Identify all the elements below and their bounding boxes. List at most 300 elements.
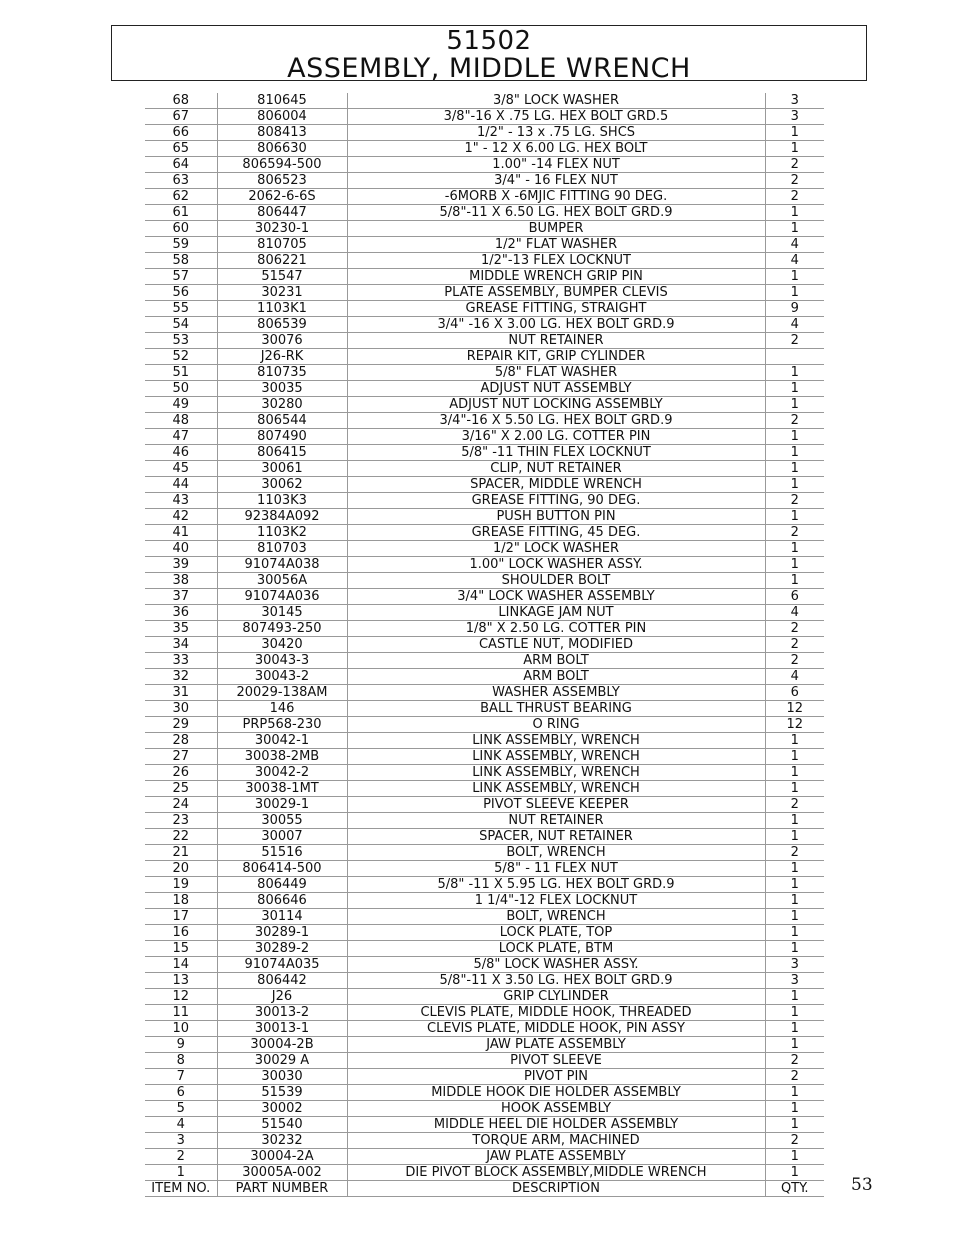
qty-cell: 1 [765,125,824,141]
part-number-cell: 806630 [217,141,347,157]
table-row [145,1133,824,1149]
description-cell: SPACER, MIDDLE WRENCH [347,477,765,493]
item-no-cell: 67 [145,109,217,125]
qty-cell: 1 [765,989,824,1005]
table-row [145,1085,824,1101]
qty-cell: 9 [765,301,824,317]
qty-cell: 4 [765,669,824,685]
qty-cell: 1 [765,365,824,381]
table-row [145,781,824,797]
item-no-cell: 1 [145,1165,217,1181]
qty-cell: 1 [765,749,824,765]
qty-cell: 1 [765,1005,824,1021]
qty-cell: 12 [765,701,824,717]
part-number-cell: 806415 [217,445,347,461]
table-row [145,957,824,973]
qty-cell: 1 [765,221,824,237]
description-cell: 5/8"-11 X 3.50 LG. HEX BOLT GRD.9 [347,973,765,989]
part-number-cell: 806544 [217,413,347,429]
qty-cell: 1 [765,861,824,877]
item-no-cell: 17 [145,909,217,925]
item-no-cell: 66 [145,125,217,141]
table-row [145,1101,824,1117]
table-row [145,285,824,301]
description-cell: 5/8" -11 THIN FLEX LOCKNUT [347,445,765,461]
description-cell: HOOK ASSEMBLY [347,1101,765,1117]
description-cell: 1" - 12 X 6.00 LG. HEX BOLT [347,141,765,157]
part-number-cell: 810645 [217,93,347,109]
column-header-part-number: PART NUMBER [217,1181,347,1197]
qty-cell: 2 [765,621,824,637]
part-number-cell: 30013-2 [217,1005,347,1021]
item-no-cell: 7 [145,1069,217,1085]
item-no-cell: 42 [145,509,217,525]
table-row [145,845,824,861]
description-cell: WASHER ASSEMBLY [347,685,765,701]
qty-cell: 2 [765,845,824,861]
part-number-cell: 30043-2 [217,669,347,685]
part-number-cell: 30007 [217,829,347,845]
description-cell: 1/2" - 13 x .75 LG. SHCS [347,125,765,141]
description-cell: ADJUST NUT ASSEMBLY [347,381,765,397]
item-no-cell: 29 [145,717,217,733]
table-row [145,1149,824,1165]
table-row [145,813,824,829]
part-number-cell: 30076 [217,333,347,349]
item-no-cell: 12 [145,989,217,1005]
qty-cell: 1 [765,1037,824,1053]
table-header-row [145,1181,824,1197]
part-number-cell: 810703 [217,541,347,557]
column-header-description: DESCRIPTION [347,1181,765,1197]
table-row [145,621,824,637]
qty-cell: 1 [765,893,824,909]
description-cell: JAW PLATE ASSEMBLY [347,1037,765,1053]
part-number-cell: 92384A092 [217,509,347,525]
description-cell: PIVOT SLEEVE KEEPER [347,797,765,813]
part-number-cell: 30029-1 [217,797,347,813]
assembly-title: ASSEMBLY, MIDDLE WRENCH [287,53,691,84]
qty-cell: 4 [765,253,824,269]
table-row [145,493,824,509]
qty-cell: 1 [765,877,824,893]
table-row [145,253,824,269]
table-row [145,557,824,573]
table-row [145,717,824,733]
part-number-cell: 30232 [217,1133,347,1149]
description-cell: 3/4" - 16 FLEX NUT [347,173,765,189]
item-no-cell: 10 [145,1021,217,1037]
part-number-cell: 30289-1 [217,925,347,941]
part-number-cell: 30062 [217,477,347,493]
qty-cell: 1 [765,397,824,413]
description-cell: O RING [347,717,765,733]
part-number-cell: 1103K1 [217,301,347,317]
item-no-cell: 55 [145,301,217,317]
item-no-cell: 19 [145,877,217,893]
part-number-cell: 808413 [217,125,347,141]
item-no-cell: 30 [145,701,217,717]
item-no-cell: 47 [145,429,217,445]
qty-cell: 2 [765,797,824,813]
table-row [145,365,824,381]
item-no-cell: 9 [145,1037,217,1053]
description-cell: -6MORB X -6MJIC FITTING 90 DEG. [347,189,765,205]
item-no-cell: 53 [145,333,217,349]
description-cell: REPAIR KIT, GRIP CYLINDER [347,349,765,365]
column-header-qty: QTY. [765,1181,824,1197]
description-cell: PIVOT PIN [347,1069,765,1085]
description-cell: GREASE FITTING, STRAIGHT [347,301,765,317]
part-number-cell: 30030 [217,1069,347,1085]
qty-cell: 12 [765,717,824,733]
table-row [145,877,824,893]
item-no-cell: 26 [145,765,217,781]
description-cell: 5/8" FLAT WASHER [347,365,765,381]
part-number-cell: 30013-1 [217,1021,347,1037]
item-no-cell: 56 [145,285,217,301]
qty-cell: 1 [765,765,824,781]
part-number-cell: 30289-2 [217,941,347,957]
table-row [145,733,824,749]
item-no-cell: 25 [145,781,217,797]
part-number-cell: 30055 [217,813,347,829]
qty-cell: 1 [765,573,824,589]
qty-cell: 2 [765,173,824,189]
description-cell: LOCK PLATE, TOP [347,925,765,941]
item-no-cell: 40 [145,541,217,557]
item-no-cell: 22 [145,829,217,845]
table-row [145,541,824,557]
part-number-cell: 30038-1MT [217,781,347,797]
item-no-cell: 58 [145,253,217,269]
item-no-cell: 35 [145,621,217,637]
description-cell: CASTLE NUT, MODIFIED [347,637,765,653]
part-number-cell: 806442 [217,973,347,989]
table-row [145,749,824,765]
item-no-cell: 23 [145,813,217,829]
item-no-cell: 2 [145,1149,217,1165]
description-cell: 3/4"-16 X 5.50 LG. HEX BOLT GRD.9 [347,413,765,429]
table-row [145,317,824,333]
part-number-cell: 30035 [217,381,347,397]
qty-cell: 1 [765,509,824,525]
item-no-cell: 32 [145,669,217,685]
item-no-cell: 50 [145,381,217,397]
page-number: 53 [851,1175,873,1195]
part-number-cell: 146 [217,701,347,717]
part-number-cell: 30280 [217,397,347,413]
description-cell: SPACER, NUT RETAINER [347,829,765,845]
part-number-cell: PRP568-230 [217,717,347,733]
description-cell: 1/2"-13 FLEX LOCKNUT [347,253,765,269]
description-cell: 1/2" FLAT WASHER [347,237,765,253]
table-row [145,525,824,541]
table-row [145,925,824,941]
description-cell: 3/8" LOCK WASHER [347,93,765,109]
qty-cell: 3 [765,973,824,989]
qty-cell: 1 [765,285,824,301]
description-cell: 1/8" X 2.50 LG. COTTER PIN [347,621,765,637]
part-number-cell: 30230-1 [217,221,347,237]
item-no-cell: 57 [145,269,217,285]
part-number-cell: 30056A [217,573,347,589]
part-number-cell: 51539 [217,1085,347,1101]
part-number-cell: 91074A035 [217,957,347,973]
description-cell: PLATE ASSEMBLY, BUMPER CLEVIS [347,285,765,301]
item-no-cell: 52 [145,349,217,365]
item-no-cell: 49 [145,397,217,413]
part-number-cell: 30420 [217,637,347,653]
part-number-cell: 806539 [217,317,347,333]
part-number-cell: 91074A038 [217,557,347,573]
table-row [145,653,824,669]
description-cell: NUT RETAINER [347,813,765,829]
table-row [145,93,824,109]
qty-cell: 2 [765,493,824,509]
table-row [145,909,824,925]
table-row [145,397,824,413]
description-cell: BOLT, WRENCH [347,845,765,861]
description-cell: PIVOT SLEEVE [347,1053,765,1069]
description-cell: GREASE FITTING, 90 DEG. [347,493,765,509]
item-no-cell: 5 [145,1101,217,1117]
part-number-cell: 30038-2MB [217,749,347,765]
table-row [145,509,824,525]
part-number-cell: 51540 [217,1117,347,1133]
table-row [145,1165,824,1181]
part-number-cell: 30114 [217,909,347,925]
table-row [145,237,824,253]
qty-cell: 2 [765,525,824,541]
column-header-item-no: ITEM NO. [145,1181,217,1197]
table-row [145,349,824,365]
item-no-cell: 54 [145,317,217,333]
item-no-cell: 24 [145,797,217,813]
part-number-cell: 810705 [217,237,347,253]
item-no-cell: 61 [145,205,217,221]
item-no-cell: 16 [145,925,217,941]
item-no-cell: 43 [145,493,217,509]
item-no-cell: 45 [145,461,217,477]
table-row [145,125,824,141]
part-number-cell: 806646 [217,893,347,909]
description-cell: SHOULDER BOLT [347,573,765,589]
part-number-cell: 806004 [217,109,347,125]
table-row [145,445,824,461]
table-row [145,205,824,221]
item-no-cell: 8 [145,1053,217,1069]
part-number-cell: 807493-250 [217,621,347,637]
qty-cell: 1 [765,1165,824,1181]
item-no-cell: 62 [145,189,217,205]
part-number-cell: 30145 [217,605,347,621]
table-row [145,669,824,685]
table-row [145,333,824,349]
part-number-cell: 806449 [217,877,347,893]
table-row [145,941,824,957]
qty-cell: 2 [765,157,824,173]
description-cell: CLIP, NUT RETAINER [347,461,765,477]
description-cell: LINK ASSEMBLY, WRENCH [347,765,765,781]
qty-cell: 1 [765,381,824,397]
item-no-cell: 20 [145,861,217,877]
qty-cell: 3 [765,93,824,109]
qty-cell: 1 [765,1021,824,1037]
item-no-cell: 46 [145,445,217,461]
item-no-cell: 27 [145,749,217,765]
description-cell: LINK ASSEMBLY, WRENCH [347,733,765,749]
qty-cell: 1 [765,429,824,445]
qty-cell: 1 [765,925,824,941]
table-row [145,221,824,237]
item-no-cell: 37 [145,589,217,605]
description-cell: 1.00" -14 FLEX NUT [347,157,765,173]
item-no-cell: 28 [145,733,217,749]
description-cell: BUMPER [347,221,765,237]
table-row [145,477,824,493]
description-cell: 5/8" LOCK WASHER ASSY. [347,957,765,973]
table-row [145,589,824,605]
item-no-cell: 34 [145,637,217,653]
item-no-cell: 4 [145,1117,217,1133]
qty-cell: 2 [765,189,824,205]
table-row [145,1069,824,1085]
qty-cell: 1 [765,1085,824,1101]
description-cell: GREASE FITTING, 45 DEG. [347,525,765,541]
qty-cell: 3 [765,109,824,125]
item-no-cell: 44 [145,477,217,493]
description-cell: MIDDLE HEEL DIE HOLDER ASSEMBLY [347,1117,765,1133]
table-row [145,1053,824,1069]
item-no-cell: 21 [145,845,217,861]
item-no-cell: 31 [145,685,217,701]
item-no-cell: 13 [145,973,217,989]
part-number-cell: J26 [217,989,347,1005]
item-no-cell: 59 [145,237,217,253]
table-row [145,1117,824,1133]
part-number-cell: 30043-3 [217,653,347,669]
qty-cell: 1 [765,829,824,845]
qty-cell: 1 [765,141,824,157]
item-no-cell: 41 [145,525,217,541]
part-number-cell: 1103K2 [217,525,347,541]
table-row [145,605,824,621]
description-cell: ARM BOLT [347,653,765,669]
part-number-cell: 91074A036 [217,589,347,605]
table-row [145,797,824,813]
item-no-cell: 64 [145,157,217,173]
item-no-cell: 15 [145,941,217,957]
qty-cell [765,349,824,365]
qty-cell: 6 [765,685,824,701]
description-cell: 1 1/4"-12 FLEX LOCKNUT [347,893,765,909]
table-row [145,861,824,877]
description-cell: CLEVIS PLATE, MIDDLE HOOK, THREADED [347,1005,765,1021]
table-row [145,685,824,701]
qty-cell: 1 [765,733,824,749]
description-cell: TORQUE ARM, MACHINED [347,1133,765,1149]
table-row [145,413,824,429]
description-cell: ARM BOLT [347,669,765,685]
qty-cell: 4 [765,237,824,253]
parts-table [145,93,824,1197]
description-cell: MIDDLE WRENCH GRIP PIN [347,269,765,285]
description-cell: 3/4" -16 X 3.00 LG. HEX BOLT GRD.9 [347,317,765,333]
item-no-cell: 18 [145,893,217,909]
table-row [145,381,824,397]
qty-cell: 1 [765,813,824,829]
table-row [145,1021,824,1037]
description-cell: BALL THRUST BEARING [347,701,765,717]
qty-cell: 1 [765,909,824,925]
table-row [145,157,824,173]
description-cell: 3/8"-16 X .75 LG. HEX BOLT GRD.5 [347,109,765,125]
qty-cell: 1 [765,941,824,957]
part-number-cell: 30005A-002 [217,1165,347,1181]
qty-cell: 1 [765,269,824,285]
table-row [145,173,824,189]
qty-cell: 1 [765,541,824,557]
item-no-cell: 39 [145,557,217,573]
item-no-cell: 63 [145,173,217,189]
part-number-cell: 1103K3 [217,493,347,509]
table-row [145,269,824,285]
part-number-cell: 807490 [217,429,347,445]
parts-table-body [145,93,824,1181]
part-number-cell: J26-RK [217,349,347,365]
part-number-cell: 20029-138AM [217,685,347,701]
part-number-cell: 806594-500 [217,157,347,173]
description-cell: JAW PLATE ASSEMBLY [347,1149,765,1165]
part-number-cell: 806414-500 [217,861,347,877]
qty-cell: 1 [765,781,824,797]
table-row [145,973,824,989]
qty-cell: 1 [765,445,824,461]
part-number-cell: 30042-2 [217,765,347,781]
description-cell: 1/2" LOCK WASHER [347,541,765,557]
part-number-cell: 2062-6-6S [217,189,347,205]
part-number-cell: 30004-2A [217,1149,347,1165]
description-cell: DIE PIVOT BLOCK ASSEMBLY,MIDDLE WRENCH [347,1165,765,1181]
qty-cell: 2 [765,637,824,653]
description-cell: CLEVIS PLATE, MIDDLE HOOK, PIN ASSY [347,1021,765,1037]
part-number-cell: 30029 A [217,1053,347,1069]
description-cell: 5/8"-11 X 6.50 LG. HEX BOLT GRD.9 [347,205,765,221]
item-no-cell: 65 [145,141,217,157]
table-row [145,893,824,909]
part-number-cell: 30004-2B [217,1037,347,1053]
qty-cell: 2 [765,1133,824,1149]
qty-cell: 4 [765,317,824,333]
part-number-cell: 51516 [217,845,347,861]
qty-cell: 1 [765,557,824,573]
item-no-cell: 48 [145,413,217,429]
description-cell: LINK ASSEMBLY, WRENCH [347,749,765,765]
qty-cell: 2 [765,1053,824,1069]
item-no-cell: 14 [145,957,217,973]
part-number-cell: 30002 [217,1101,347,1117]
qty-cell: 2 [765,413,824,429]
description-cell: LOCK PLATE, BTM [347,941,765,957]
table-row [145,461,824,477]
item-no-cell: 6 [145,1085,217,1101]
item-no-cell: 36 [145,605,217,621]
part-number-cell: 30231 [217,285,347,301]
qty-cell: 3 [765,957,824,973]
description-cell: GRIP CLYLINDER [347,989,765,1005]
qty-cell: 1 [765,1117,824,1133]
